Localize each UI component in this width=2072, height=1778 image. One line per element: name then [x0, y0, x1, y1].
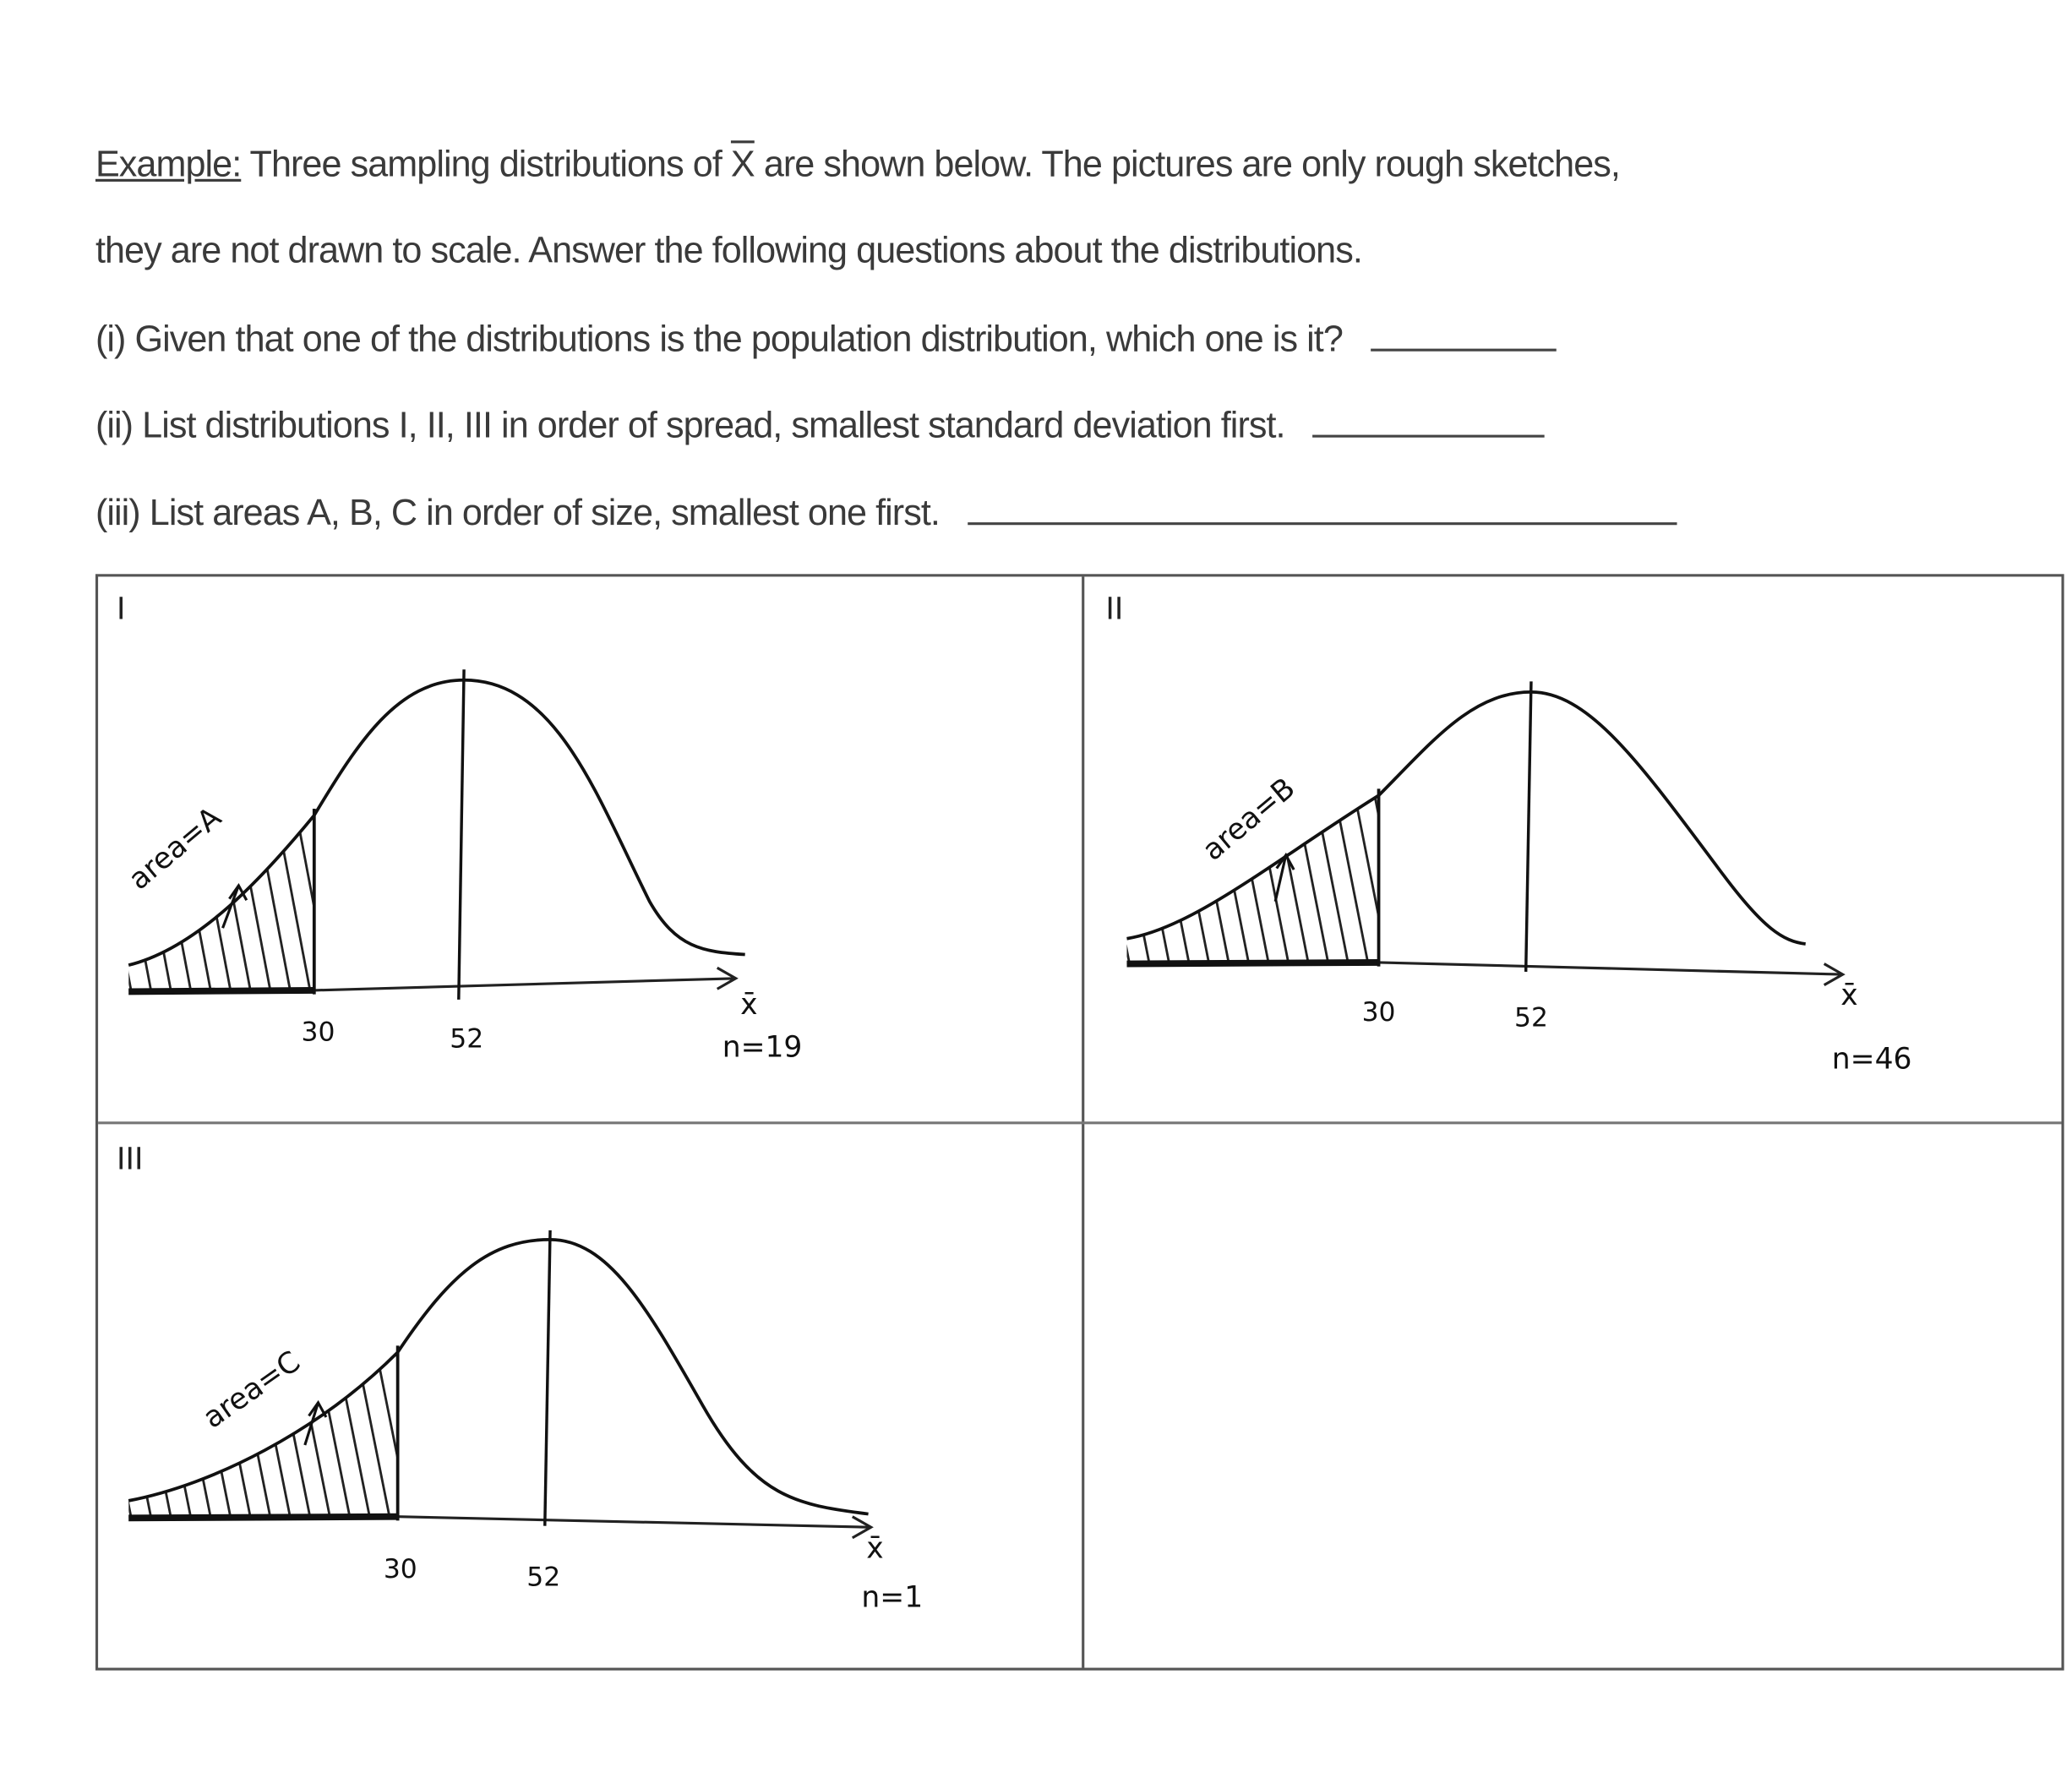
hatch-line: [334, 1339, 371, 1524]
panel-label-I: I: [117, 590, 126, 626]
hatch-line: [314, 802, 352, 998]
area-label: area=B: [1196, 771, 1302, 868]
panel-label-III: III: [117, 1140, 144, 1176]
hatch-line: [115, 802, 152, 998]
hatch-line: [1093, 783, 1131, 971]
hatch-line: [1312, 783, 1350, 971]
hatch-line: [1153, 783, 1191, 971]
hatch-line: [394, 1339, 431, 1524]
hatch-line: [1173, 783, 1210, 971]
hatch-line: [1133, 783, 1170, 971]
hatch-line: [1114, 783, 1151, 971]
hatch-line: [135, 802, 172, 998]
hatch-line: [75, 1339, 112, 1524]
area-label: area=C: [197, 1344, 307, 1436]
hatch-line: [95, 1339, 133, 1524]
arrow-head-icon: [309, 1403, 326, 1417]
mean-line: [545, 1230, 550, 1526]
hatch-line: [354, 1339, 391, 1524]
axis-thick-segment: [128, 990, 314, 992]
sample-size-label: n=19: [722, 1030, 803, 1065]
hatch-line: [1293, 783, 1330, 971]
x-axis: [314, 979, 736, 990]
hatch-line: [95, 802, 133, 998]
hatch-line: [1392, 783, 1429, 971]
question-text: (iii) List areas A, B, C in order of size, smallest one first.: [95, 492, 940, 533]
shaded-area-hatching: [75, 802, 371, 998]
mean-line: [459, 669, 464, 1000]
sample-size-label: n=1: [861, 1580, 924, 1615]
hatch-line: [1333, 783, 1370, 971]
hatch-line: [374, 1339, 411, 1524]
question-text: (ii) List distributions I, II, III in order of spread, smallest standard deviation first.: [95, 404, 1285, 446]
axis-variable-label: x̄: [740, 988, 758, 1023]
sample-size-label: n=46: [1831, 1042, 1912, 1077]
hatch-line: [155, 1339, 193, 1524]
axis-variable-label: x̄: [1840, 979, 1858, 1013]
intro-text: are shown below. The pictures are only rough sketches,: [754, 143, 1620, 185]
hatch-line: [334, 802, 371, 998]
hatch-line: [413, 1339, 450, 1524]
panel-label-II: II: [1105, 590, 1124, 626]
mean-label: 52: [526, 1562, 561, 1593]
hatch-line: [254, 802, 292, 998]
axis-variable-label: x̄: [866, 1531, 884, 1566]
hatch-line: [235, 802, 272, 998]
axis-thick-segment: [1126, 963, 1378, 964]
hatch-line: [275, 802, 312, 998]
intro-text: Three sampling distributions of: [249, 143, 731, 185]
cutoff-label: 30: [383, 1553, 417, 1584]
hatch-line: [1193, 783, 1230, 971]
hatch-line: [314, 1339, 352, 1524]
mean-line: [1526, 681, 1531, 972]
x-axis: [1379, 963, 1843, 974]
hatch-line: [175, 1339, 212, 1524]
example-label: Example:: [95, 143, 242, 185]
x-axis: [398, 1517, 871, 1528]
area-label: area=A: [122, 800, 228, 897]
cutoff-label: 30: [301, 1017, 335, 1048]
hatch-line: [75, 802, 112, 998]
axis-thick-segment: [128, 1517, 397, 1519]
question-text: (i) Given that one of the distributions is the population distribution, which one is it?: [95, 318, 1343, 360]
hatch-line: [1074, 783, 1111, 971]
xbar-symbol: $\overline{X}$: [730, 143, 755, 185]
intro-line-2: they are not drawn to scale. Answer the following questions about the distributions.: [95, 229, 1362, 271]
mean-label: 52: [450, 1023, 484, 1055]
mean-label: 52: [1514, 1002, 1548, 1034]
cutoff-label: 30: [1361, 996, 1396, 1028]
